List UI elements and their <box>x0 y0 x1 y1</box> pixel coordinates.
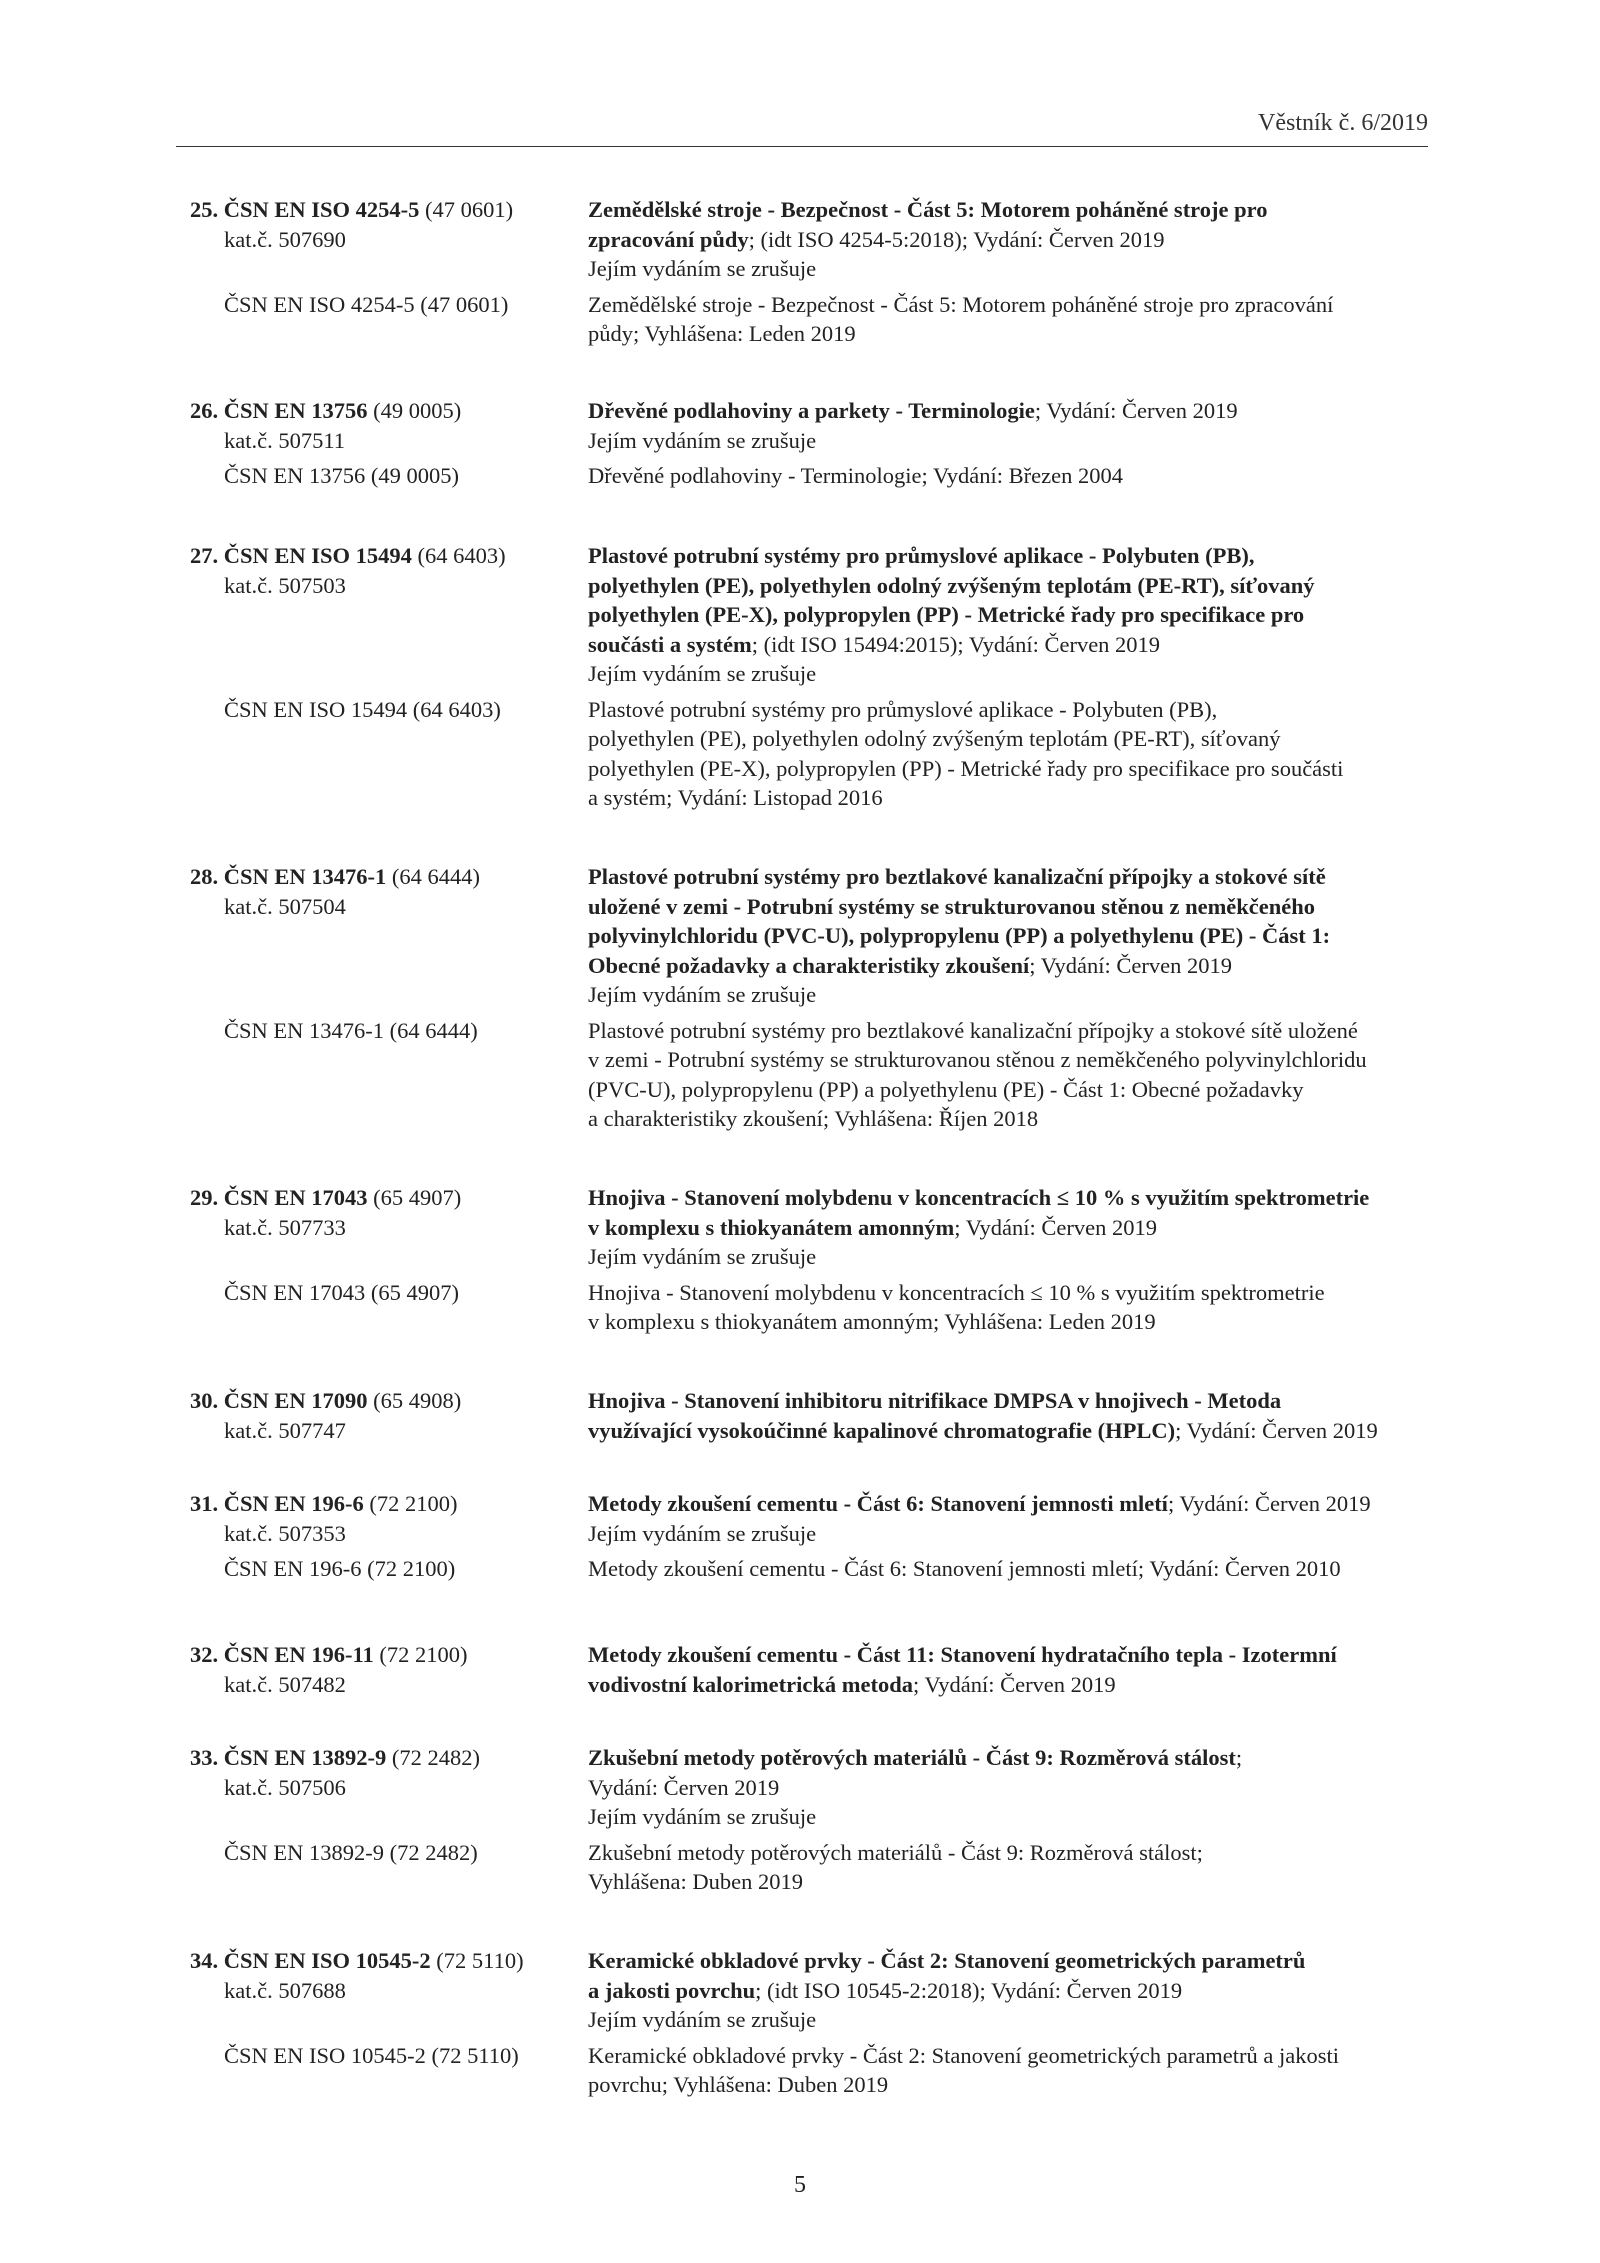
standard-title <box>588 1640 1434 1699</box>
release-info: ; (idt ISO 10545-2:2018); Vydání: Červen 2019 <box>755 1977 1183 2003</box>
entry-number: 31. <box>190 1491 224 1516</box>
title-bold-text: využívající vysokoúčinné kapalinové chromatografie (HPLC) <box>588 1417 1176 1443</box>
standard-title <box>588 1489 1434 1548</box>
release-info: ; Vydání: Červen 2019 <box>912 1671 1116 1697</box>
replaced-title-line: polyethylen (PE), polyethylen odolný zvýšeným teplotám (PE-RT), síťovaný <box>588 726 1281 751</box>
release-info: ; Vydání: Červen 2019 <box>954 1214 1157 1240</box>
title-line <box>588 225 1434 255</box>
catalog-number: kat.č. 507690 <box>224 226 346 252</box>
replaced-standard-title <box>588 461 1434 491</box>
bulletin-title: Věstník č. 6/2019 <box>1258 110 1428 136</box>
replaced-standard-title <box>588 695 1434 813</box>
cancellation-note: Jejím vydáním se zrušuje <box>588 1520 817 1546</box>
title-line <box>588 862 1434 892</box>
standard-title <box>588 396 1434 455</box>
standard-id: ČSN EN ISO 10545-2 <box>223 1948 431 1973</box>
replaced-title-line: Plastové potrubní systémy pro průmyslové aplikace - Polybuten (PB), <box>588 696 1218 722</box>
cancellation-note: Jejím vydáním se zrušuje <box>588 256 817 281</box>
standard-id: ČSN EN 13756 <box>223 398 368 423</box>
replaced-standard-code: ČSN EN 196-6 (72 2100) <box>224 1556 456 1581</box>
title-line <box>588 1213 1434 1243</box>
replaced-standard-title <box>588 2041 1434 2100</box>
title-line <box>588 892 1434 922</box>
release-info: Vydání: Červen 2019 <box>588 1774 780 1800</box>
standard-id: ČSN EN 196-11 <box>223 1642 374 1667</box>
title-line <box>588 1670 1434 1700</box>
release-info: ; (idt ISO 4254-5:2018); Vydání: Červen 2019 <box>748 226 1165 252</box>
standard-code <box>190 1743 570 1773</box>
title-line <box>588 1976 1434 2006</box>
release-info: ; Vydání: Červen 2019 <box>1175 1417 1378 1443</box>
standard-code <box>190 396 570 426</box>
catalog-number: kat.č. 507733 <box>224 1214 346 1240</box>
entry-number: 28. <box>190 864 224 889</box>
replaced-title-line: Keramické obkladové prvky - Část 2: Stanovení geometrických parametrů a jakosti <box>588 2042 1340 2068</box>
classification-code: (72 2482) <box>386 1745 481 1770</box>
title-line <box>588 1183 1434 1213</box>
replaced-title-line: Zkušební metody potěrových materiálů - Část 9: Rozměrová stálost; <box>588 1839 1203 1865</box>
title-bold-text: Metody zkoušení cementu - Část 6: Stanovení jemnosti mletí <box>588 1491 1168 1516</box>
title-bold-text: Dřevěné podlahoviny a parkety - Terminologie <box>588 398 1035 423</box>
replaced-title-line: Plastové potrubní systémy pro beztlakové kanalizační přípojky a stokové sítě uložené <box>588 1017 1358 1043</box>
cancellation-note: Jejím vydáním se zrušuje <box>588 1804 817 1829</box>
standard-id: ČSN EN 13892-9 <box>223 1745 387 1770</box>
catalog-number: kat.č. 507503 <box>224 572 346 598</box>
replaced-title-line: Dřevěné podlahoviny - Terminologie; Vydání: Březen 2004 <box>588 463 1123 488</box>
catalog-number: kat.č. 507688 <box>224 1977 346 2003</box>
title-bold-text: vodivostní kalorimetrická metoda <box>588 1671 913 1697</box>
replaced-title-line: v komplexu s thiokyanátem amonným; Vyhlášena: Leden 2019 <box>588 1309 1156 1334</box>
title-bold-text: Plastové potrubní systémy pro beztlakové kanalizační přípojky a stokové sítě <box>588 864 1326 889</box>
title-bold-text: a jakosti povrchu <box>588 1977 756 2003</box>
standard-code <box>190 195 570 225</box>
release-info: ; (idt ISO 15494:2015); Vydání: Červen 2019 <box>751 631 1161 657</box>
standard-code <box>190 862 570 892</box>
replaced-standard-title <box>588 1016 1434 1134</box>
standard-title <box>588 862 1434 1010</box>
replaced-title-line: a systém; Vydání: Listopad 2016 <box>588 785 883 810</box>
replaced-standard-title <box>588 1838 1434 1897</box>
title-line <box>588 396 1434 426</box>
title-bold-text: zpracování půdy <box>588 226 749 252</box>
title-bold-text: Plastové potrubní systémy pro průmyslové aplikace - Polybuten (PB), <box>588 543 1255 568</box>
catalog-number: kat.č. 507504 <box>224 893 346 919</box>
replaced-standard-title <box>588 1554 1434 1584</box>
standard-id: ČSN EN ISO 4254-5 <box>223 197 420 222</box>
classification-code: (72 5110) <box>430 1948 524 1973</box>
release-info: ; Vydání: Červen 2019 <box>1167 1491 1371 1516</box>
entry-number: 33. <box>190 1745 224 1770</box>
title-bold-text: v komplexu s thiokyanátem amonným <box>588 1214 955 1240</box>
title-bold-text: Zemědělské stroje - Bezpečnost - Část 5: Motorem poháněné stroje pro <box>588 197 1268 222</box>
release-info: ; Vydání: Červen 2019 <box>1029 952 1232 978</box>
cancellation-note: Jejím vydáním se zrušuje <box>588 1244 817 1269</box>
standard-code <box>190 1640 570 1670</box>
classification-code: (72 2100) <box>363 1491 458 1516</box>
entry-number: 26. <box>190 398 224 423</box>
classification-code: (64 6444) <box>386 864 481 889</box>
title-line <box>588 1946 1434 1976</box>
title-line <box>588 951 1434 981</box>
standard-title <box>588 195 1434 284</box>
replaced-standard-code: ČSN EN 17043 (65 4907) <box>224 1279 459 1305</box>
standard-title <box>588 1386 1434 1445</box>
replaced-title-line: a charakteristiky zkoušení; Vyhlášena: Říjen 2018 <box>588 1106 1039 1131</box>
replaced-standard-code: ČSN EN 13892-9 (72 2482) <box>224 1839 478 1865</box>
title-bold-text: Hnojiva - Stanovení molybdenu v koncentracích ≤ 10 % s využitím spektrometrie <box>588 1185 1370 1210</box>
standard-code <box>190 1386 570 1416</box>
title-bold-text: Obecné požadavky a charakteristiky zkoušení <box>588 952 1030 978</box>
replaced-title-line: Zemědělské stroje - Bezpečnost - Část 5: Motorem poháněné stroje pro zpracování <box>588 291 1334 317</box>
entry-number: 30. <box>190 1388 224 1413</box>
release-info: ; <box>1235 1745 1243 1770</box>
standard-id: ČSN EN 17090 <box>223 1388 368 1413</box>
catalog-number: kat.č. 507482 <box>224 1671 346 1697</box>
standard-id: ČSN EN 17043 <box>223 1185 368 1210</box>
title-bold-text: polyethylen (PE), polyethylen odolný zvýšeným teplotám (PE-RT), síťovaný <box>588 572 1315 598</box>
title-bold-text: součásti a systém <box>588 631 752 657</box>
title-line <box>588 541 1434 571</box>
standard-id: ČSN EN 13476-1 <box>223 864 387 889</box>
cancellation-note: Jejím vydáním se zrušuje <box>588 427 817 453</box>
entry-number: 29. <box>190 1185 224 1210</box>
replaced-title-line: Hnojiva - Stanovení molybdenu v koncentracích ≤ 10 % s využitím spektrometrie <box>588 1279 1325 1305</box>
entry-number: 32. <box>190 1642 224 1667</box>
page-number: 5 <box>794 2172 806 2198</box>
title-bold-text: Hnojiva - Stanovení inhibitoru nitrifikace DMPSA v hnojivech - Metoda <box>588 1388 1282 1413</box>
cancellation-note: Jejím vydáním se zrušuje <box>588 661 817 686</box>
standard-code <box>190 1946 570 1976</box>
replaced-standard-code: ČSN EN 13476-1 (64 6444) <box>224 1017 478 1043</box>
classification-code: (49 0005) <box>367 398 462 423</box>
title-line <box>588 1743 1434 1773</box>
replaced-standard-title <box>588 290 1434 349</box>
title-line <box>588 1386 1434 1416</box>
title-line <box>588 630 1434 660</box>
title-line <box>588 1416 1434 1446</box>
replaced-standard-code: ČSN EN ISO 10545-2 (72 5110) <box>224 2042 519 2068</box>
standard-id: ČSN EN ISO 15494 <box>223 543 412 568</box>
replaced-standard-title <box>588 1278 1434 1337</box>
title-bold-text: polyvinylchloridu (PVC-U), polypropylenu (PP) a polyethylenu (PE) - Část 1: <box>588 923 1331 948</box>
standard-title <box>588 541 1434 689</box>
title-line <box>588 1640 1434 1670</box>
replaced-title-line: v zemi - Potrubní systémy se strukturovanou stěnou z neměkčeného polyvinylchloridu <box>588 1047 1367 1072</box>
catalog-number: kat.č. 507506 <box>224 1774 346 1800</box>
title-bold-text: Keramické obkladové prvky - Část 2: Stanovení geometrických parametrů <box>588 1948 1306 1973</box>
title-line <box>588 571 1434 601</box>
cancellation-note: Jejím vydáním se zrušuje <box>588 982 817 1007</box>
title-line <box>588 921 1434 951</box>
catalog-number: kat.č. 507511 <box>224 427 346 453</box>
replaced-standard-code: ČSN EN 13756 (49 0005) <box>224 463 459 488</box>
standard-title <box>588 1743 1434 1832</box>
replaced-standard-code: ČSN EN ISO 4254-5 (47 0601) <box>224 291 509 317</box>
header-divider <box>176 146 1428 147</box>
classification-code: (65 4907) <box>367 1185 462 1210</box>
classification-code: (72 2100) <box>373 1642 468 1667</box>
entry-number: 34. <box>190 1948 224 1973</box>
replaced-title-line: povrchu; Vyhlášena: Duben 2019 <box>588 2072 889 2097</box>
replaced-title-line: polyethylen (PE-X), polypropylen (PP) - Metrické řady pro specifikace pro součásti <box>588 755 1344 781</box>
catalog-number: kat.č. 507353 <box>224 1520 346 1546</box>
replaced-title-line: Vyhlášena: Duben 2019 <box>588 1869 803 1894</box>
replaced-title-line: půdy; Vyhlášena: Leden 2019 <box>588 321 856 346</box>
standard-code <box>190 1489 570 1519</box>
classification-code: (65 4908) <box>367 1388 462 1413</box>
replaced-title-line: (PVC-U), polypropylenu (PP) a polyethylenu (PE) - Část 1: Obecné požadavky <box>588 1076 1304 1102</box>
title-bold-text: Zkušební metody potěrových materiálů - Část 9: Rozměrová stálost <box>588 1745 1236 1770</box>
release-info: ; Vydání: Červen 2019 <box>1034 398 1238 423</box>
catalog-number: kat.č. 507747 <box>224 1417 346 1443</box>
title-line <box>588 1489 1434 1519</box>
entry-number: 25. <box>190 197 224 222</box>
title-line <box>588 195 1434 225</box>
classification-code: (47 0601) <box>419 197 514 222</box>
title-bold-text: uložené v zemi - Potrubní systémy se strukturovanou stěnou z neměkčeného <box>588 893 1316 919</box>
title-line <box>588 600 1434 630</box>
standard-title <box>588 1946 1434 2035</box>
title-bold-text: Metody zkoušení cementu - Část 11: Stanovení hydratačního tepla - Izotermní <box>588 1642 1337 1667</box>
entry-number: 27. <box>190 543 224 568</box>
standard-code <box>190 541 570 571</box>
replaced-title-line: Metody zkoušení cementu - Část 6: Stanovení jemnosti mletí; Vydání: Červen 2010 <box>588 1556 1341 1581</box>
cancellation-note: Jejím vydáním se zrušuje <box>588 2007 817 2032</box>
standard-title <box>588 1183 1434 1272</box>
standard-code <box>190 1183 570 1213</box>
standard-id: ČSN EN 196-6 <box>223 1491 364 1516</box>
classification-code: (64 6403) <box>411 543 506 568</box>
replaced-standard-code: ČSN EN ISO 15494 (64 6403) <box>224 696 501 722</box>
title-bold-text: polyethylen (PE-X), polypropylen (PP) - Metrické řady pro specifikace pro <box>588 602 1305 627</box>
